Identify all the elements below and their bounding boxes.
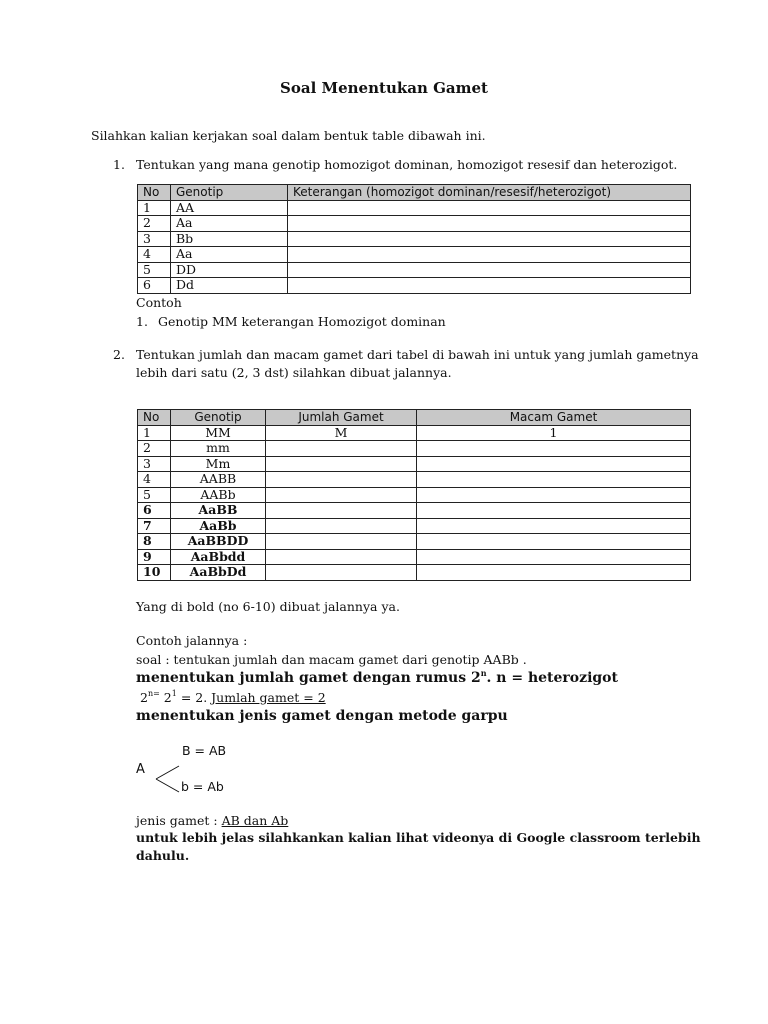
cell-no: 10 <box>138 565 171 581</box>
cell-genotip: AaBb <box>171 518 266 534</box>
q2-text-line1: Tentukan jumlah dan macam gamet dari tabel di bawah ini untuk yang jumlah gametnya <box>136 347 699 362</box>
col-header-no: No <box>138 410 171 426</box>
intro-text: Silahkan kalian kerjakan soal dalam bentuk table dibawah ini. <box>91 128 486 143</box>
table-row <box>138 425 691 441</box>
cell-genotip: AaBBDD <box>171 534 266 550</box>
fork-bottom-branch: b = Ab <box>181 779 224 794</box>
genotype-table <box>137 184 691 294</box>
col-header-jumlah-gamet: Jumlah Gamet <box>266 410 417 426</box>
cell-no: 3 <box>138 456 171 472</box>
rumus-line <box>136 670 618 686</box>
cell-no: 4 <box>138 247 171 263</box>
cell-genotip: AABb <box>171 487 266 503</box>
cell-macam-gamet: 1 <box>417 425 691 441</box>
table-row <box>138 456 691 472</box>
cell-genotip: AA <box>171 200 288 216</box>
cell-no: 5 <box>138 262 171 278</box>
cell-keterangan <box>288 278 691 294</box>
col-header-keterangan: Keterangan (homozigot dominan/resesif/heterozigot) <box>288 185 691 201</box>
table-row <box>138 200 691 216</box>
cell-genotip: mm <box>171 441 266 457</box>
col-header-no: No <box>138 185 171 201</box>
table-row <box>138 247 691 263</box>
q1-number: 1. <box>113 157 125 172</box>
calc-jumlah: Jumlah gamet = 2 <box>211 690 326 705</box>
cell-no: 3 <box>138 231 171 247</box>
cell-macam-gamet <box>417 456 691 472</box>
cell-no: 4 <box>138 472 171 488</box>
calc-result: = 2. <box>176 690 212 705</box>
cell-keterangan <box>288 231 691 247</box>
table-row <box>138 487 691 503</box>
page-title: Soal Menentukan Gamet <box>280 79 488 97</box>
cell-jumlah-gamet <box>266 549 417 565</box>
cell-no: 2 <box>138 216 171 232</box>
cell-genotip: AaBB <box>171 503 266 519</box>
cell-genotip: DD <box>171 262 288 278</box>
cell-no: 8 <box>138 534 171 550</box>
closing-line2: dahulu. <box>136 848 190 863</box>
example-number: 1. <box>136 314 148 329</box>
cell-macam-gamet <box>417 534 691 550</box>
calc-exponent-2: 1 <box>171 689 177 698</box>
rumus-text-end: . n = heterozigot <box>486 670 618 686</box>
example-label: Contoh <box>136 295 182 310</box>
table-row <box>138 441 691 457</box>
cell-jumlah-gamet <box>266 518 417 534</box>
table-row <box>138 503 691 519</box>
cell-macam-gamet <box>417 441 691 457</box>
col-header-macam-gamet: Macam Gamet <box>417 410 691 426</box>
q2-text-line2: lebih dari satu (2, 3 dst) silahkan dibuat jalannya. <box>136 365 452 380</box>
calc-exponent-1: n= <box>147 689 160 698</box>
cell-no: 1 <box>138 425 171 441</box>
cell-genotip: AABB <box>171 472 266 488</box>
cell-keterangan <box>288 200 691 216</box>
cell-keterangan <box>288 262 691 278</box>
metode-heading: menentukan jenis gamet dengan metode garpu <box>136 708 508 724</box>
cell-no: 9 <box>138 549 171 565</box>
cell-keterangan <box>288 216 691 232</box>
table-header-row <box>138 185 691 201</box>
cell-jumlah-gamet: M <box>266 425 417 441</box>
cell-no: 6 <box>138 278 171 294</box>
cell-genotip: MM <box>171 425 266 441</box>
col-header-genotip: Genotip <box>171 185 288 201</box>
cell-macam-gamet <box>417 503 691 519</box>
closing-line1: untuk lebih jelas silahkankan kalian lihat videonya di Google classroom terlebih <box>136 830 701 845</box>
soal-text: soal : tentukan jumlah dan macam gamet dari genotip AABb . <box>136 652 527 667</box>
cell-genotip: Bb <box>171 231 288 247</box>
fork-root: A <box>136 762 145 777</box>
calc-base-2: 2 <box>159 690 172 705</box>
cell-no: 2 <box>138 441 171 457</box>
cell-genotip: Mm <box>171 456 266 472</box>
cell-jumlah-gamet <box>266 487 417 503</box>
cell-macam-gamet <box>417 549 691 565</box>
table-header-row <box>138 410 691 426</box>
table-row <box>138 262 691 278</box>
cell-no: 1 <box>138 200 171 216</box>
cell-jumlah-gamet <box>266 534 417 550</box>
cell-no: 7 <box>138 518 171 534</box>
cell-macam-gamet <box>417 472 691 488</box>
table-row <box>138 549 691 565</box>
table-row <box>138 231 691 247</box>
jenis-gamet-value: AB dan Ab <box>221 813 289 828</box>
calc-line <box>140 690 326 705</box>
table-row <box>138 534 691 550</box>
cell-no: 6 <box>138 503 171 519</box>
cell-jumlah-gamet <box>266 472 417 488</box>
cell-macam-gamet <box>417 487 691 503</box>
q2-number: 2. <box>113 347 125 362</box>
gamete-table <box>137 409 691 581</box>
contoh-label: Contoh jalannya : <box>136 633 248 648</box>
example-text: Genotip MM keterangan Homozigot dominan <box>158 314 446 329</box>
rumus-exponent: n <box>480 668 487 678</box>
table-row <box>138 518 691 534</box>
bold-note: Yang di bold (no 6-10) dibuat jalannya ya. <box>136 599 400 614</box>
table-row <box>138 472 691 488</box>
cell-genotip: Dd <box>171 278 288 294</box>
cell-keterangan <box>288 247 691 263</box>
table-row <box>138 565 691 581</box>
cell-no: 5 <box>138 487 171 503</box>
cell-jumlah-gamet <box>266 565 417 581</box>
cell-genotip: AaBbDd <box>171 565 266 581</box>
rumus-text: menentukan jumlah gamet dengan rumus 2 <box>136 670 481 686</box>
calc-base: 2 <box>140 690 148 705</box>
col-header-genotip: Genotip <box>171 410 266 426</box>
cell-jumlah-gamet <box>266 503 417 519</box>
q1-text: Tentukan yang mana genotip homozigot dominan, homozigot resesif dan heterozigot. <box>136 157 678 172</box>
jenis-gamet-line <box>136 813 288 828</box>
cell-jumlah-gamet <box>266 441 417 457</box>
cell-macam-gamet <box>417 518 691 534</box>
jenis-gamet-label: jenis gamet : <box>136 813 222 828</box>
fork-lines <box>154 764 180 794</box>
cell-jumlah-gamet <box>266 456 417 472</box>
cell-genotip: Aa <box>171 247 288 263</box>
table-row <box>138 278 691 294</box>
cell-genotip: Aa <box>171 216 288 232</box>
fork-top-branch: B = AB <box>182 743 227 758</box>
cell-macam-gamet <box>417 565 691 581</box>
cell-genotip: AaBbdd <box>171 549 266 565</box>
table-row <box>138 216 691 232</box>
